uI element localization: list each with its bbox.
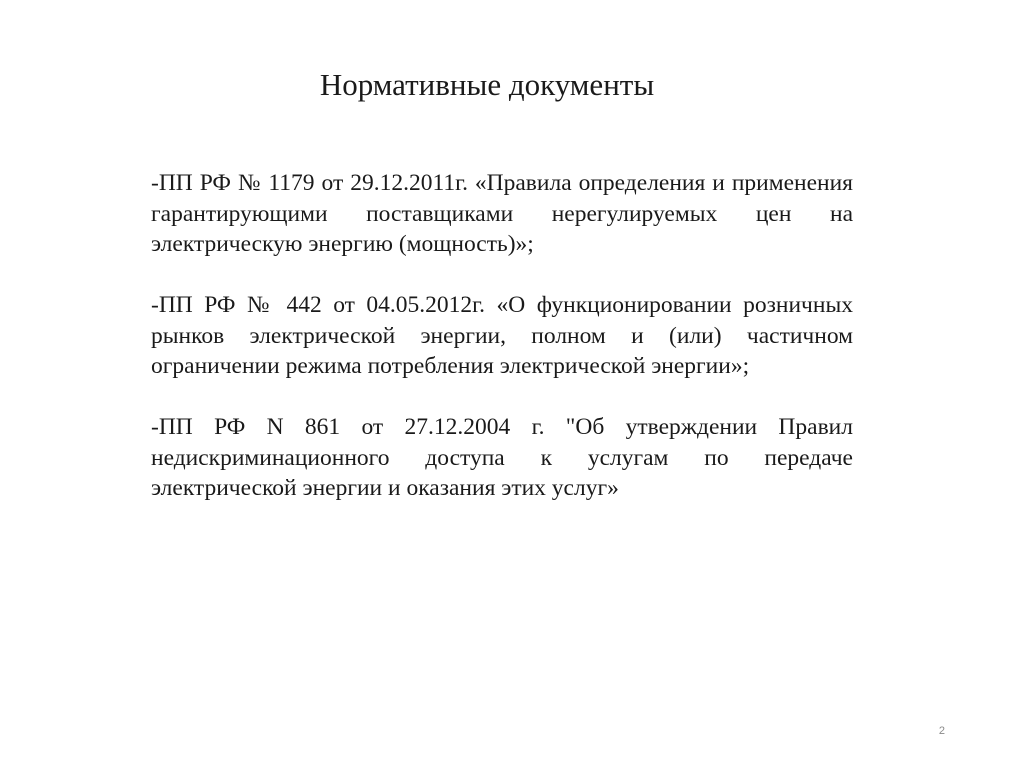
document-list: [151, 168, 853, 534]
document-item-1179: -ПП РФ № 1179 от 29.12.2011г. «Правила определения и применения гарантирующими поставщиками нерегулируемых цен на электрическую энергию (мощность)»;: [151, 170, 853, 257]
document-item-861: -ПП РФ N 861 от 27.12.2004 г. "Об утверждении Правил недискриминационного доступа к услугам по передаче электрической энергии и оказания этих услуг»: [151, 414, 853, 501]
slide-title: [0, 64, 1024, 106]
slide-title-text: Нормативные документы: [319, 67, 655, 102]
page-number: 2: [938, 725, 945, 737]
document-item-442: -ПП РФ № 442 от 04.05.2012г. «О функционировании розничных рынков электрической энергии, полном и (или) частичном ограничении режима потребления электрической энергии»;: [151, 292, 853, 379]
